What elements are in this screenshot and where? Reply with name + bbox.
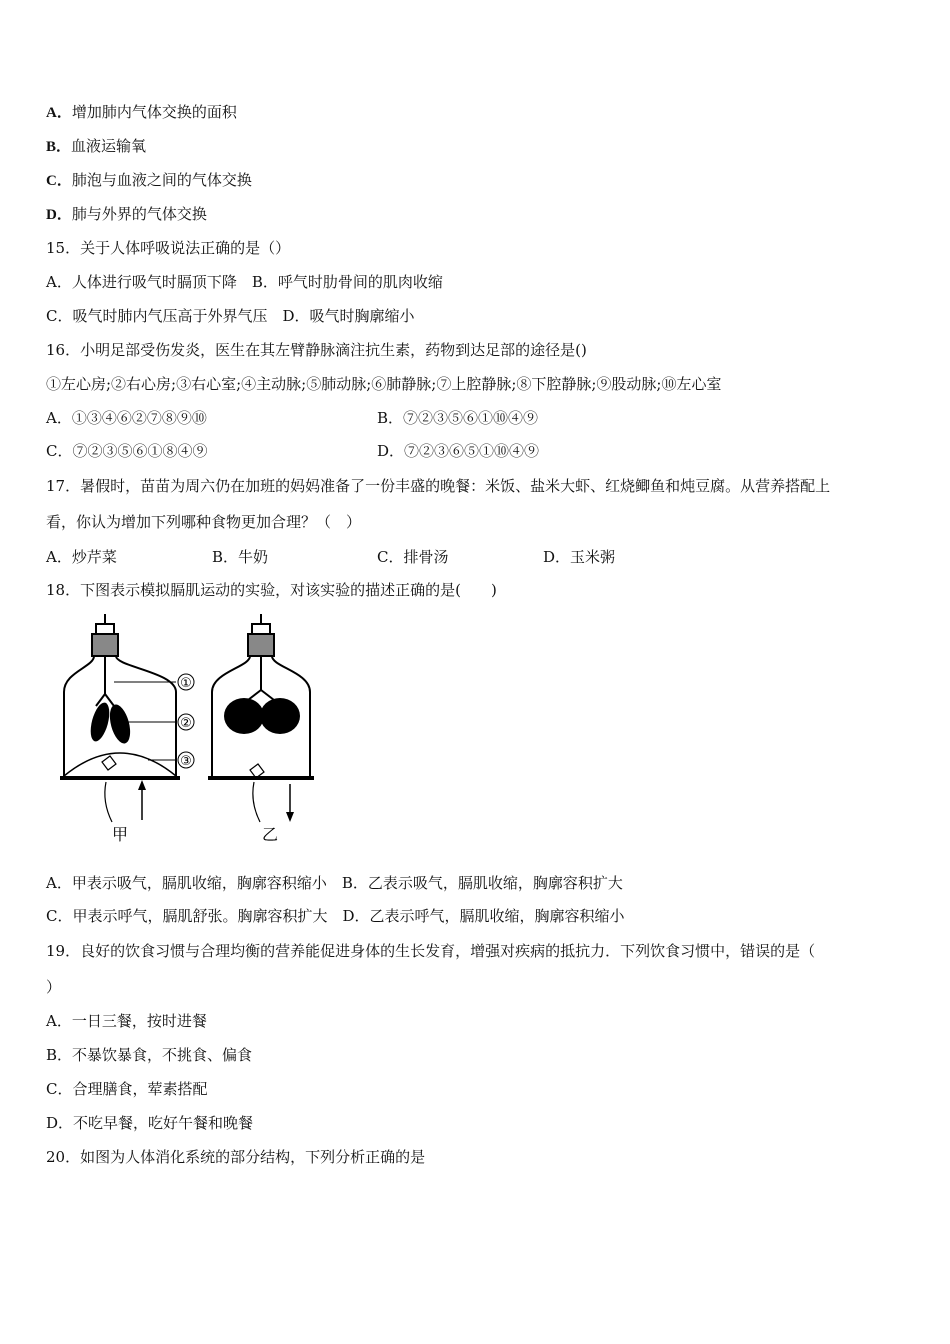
q19-option-b: B．不暴饮暴食，不挑食、偏食 bbox=[46, 1046, 253, 1064]
q16-option-b: B．⑦②③⑤⑥①⑩④⑨ bbox=[377, 409, 539, 427]
q15-stem: 15．关于人体呼吸说法正确的是（） bbox=[46, 239, 291, 257]
q16-option-a: A．①③④⑥②⑦⑧⑨⑩ bbox=[46, 409, 207, 427]
q17-option-a: A．炒芹菜 bbox=[46, 548, 117, 566]
q17-option-c: C．排骨汤 bbox=[377, 548, 449, 566]
q14-option-a: A．增加肺内气体交换的面积 bbox=[46, 103, 237, 121]
q18-options-row2: C．甲表示呼气，膈肌舒张。胸廓容积扩大 D．乙表示呼气，膈肌收缩，胸廓容积缩小 bbox=[46, 907, 625, 925]
q17-stem-line1: 17．暑假时，苗苗为周六仍在加班的妈妈准备了一份丰盛的晚餐：米饭、盐米大虾、红烧鲫鱼和炖豆腐。从营养搭配上 bbox=[46, 477, 831, 495]
jar-right bbox=[208, 614, 314, 822]
label-2: ② bbox=[180, 716, 192, 731]
q16-stem: 16．小明足部受伤发炎，医生在其左臂静脉滴注抗生素，药物到达足部的途径是() bbox=[46, 341, 587, 359]
caption-jia: 甲 bbox=[111, 825, 129, 844]
q18-stem: 18．下图表示模拟膈肌运动的实验，对该实验的描述正确的是( ) bbox=[46, 581, 497, 599]
q17-stem-line2: 看，你认为增加下列哪种食物更加合理？（ ） bbox=[46, 513, 362, 531]
q15-options-row1: A．人体进行吸气时膈顶下降 B．呼气时肋骨间的肌肉收缩 bbox=[46, 273, 443, 291]
bell-jar-diagram bbox=[58, 612, 318, 852]
q19-stem-line2: ） bbox=[46, 978, 62, 996]
caption-yi: 乙 bbox=[261, 825, 279, 844]
q16-items: ①左心房;②右心房;③右心室;④主动脉;⑤肺动脉;⑥肺静脉;⑦上腔静脉;⑧下腔静脉;⑨股动脉;⑩左心室 bbox=[46, 375, 722, 393]
label-1: ① bbox=[180, 676, 192, 691]
q14-option-d: D．肺与外界的气体交换 bbox=[46, 205, 207, 223]
q18-options-row1: A．甲表示吸气，膈肌收缩，胸廓容积缩小 B．乙表示吸气，膈肌收缩，胸廓容积扩大 bbox=[46, 874, 623, 892]
label-3: ③ bbox=[180, 754, 192, 769]
q14-option-b: B．血液运输氧 bbox=[46, 137, 147, 155]
q17-option-d: D．玉米粥 bbox=[543, 548, 616, 566]
q14-option-c: C．肺泡与血液之间的气体交换 bbox=[46, 171, 252, 189]
q19-stem-line1: 19．良好的饮食习惯与合理均衡的营养能促进身体的生长发育，增强对疾病的抵抗力．下列饮食习惯中，错误的是（ bbox=[46, 942, 816, 960]
q19-option-a: A．一日三餐，按时进餐 bbox=[46, 1012, 207, 1030]
q20-stem: 20．如图为人体消化系统的部分结构，下列分析正确的是 bbox=[46, 1148, 426, 1166]
q15-options-row2: C．吸气时肺内气压高于外界气压 D．吸气时胸廓缩小 bbox=[46, 307, 415, 325]
q16-option-d: D．⑦②③⑥⑤①⑩④⑨ bbox=[377, 442, 540, 460]
q19-option-d: D．不吃早餐，吃好午餐和晚餐 bbox=[46, 1114, 254, 1132]
q19-option-c: C．合理膳食，荤素搭配 bbox=[46, 1080, 208, 1098]
diaphragm-experiment-figure bbox=[58, 612, 318, 852]
q17-option-b: B．牛奶 bbox=[212, 548, 269, 566]
q16-option-c: C．⑦②③⑤⑥①⑧④⑨ bbox=[46, 442, 208, 460]
jar-left bbox=[60, 614, 180, 822]
